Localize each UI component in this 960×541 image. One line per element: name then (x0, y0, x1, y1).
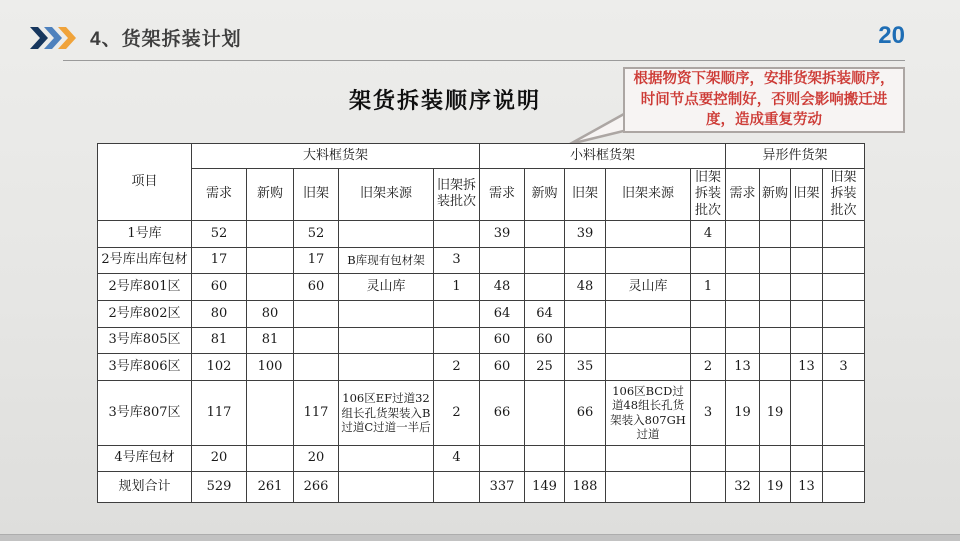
table-cell (606, 220, 691, 247)
col-header: 旧架来源 (339, 169, 434, 221)
col-header: 新购 (760, 169, 791, 221)
table-cell (691, 300, 726, 327)
table-subheader-row (98, 169, 865, 221)
table-cell (434, 300, 480, 327)
table-cell (791, 247, 823, 273)
table-cell: 64 (480, 300, 525, 327)
col-header: 需求 (192, 169, 247, 221)
table-cell: 20 (192, 445, 247, 471)
table-cell: 3 (434, 247, 480, 273)
table-cell (726, 327, 760, 353)
row-label: 2号库出库包材 (98, 247, 192, 273)
row-label: 2号库802区 (98, 300, 192, 327)
section-title: 4、货架拆装计划 (90, 29, 242, 50)
group-header-irregular: 异形件货架 (726, 144, 865, 169)
table-cell (339, 300, 434, 327)
table-cell (823, 247, 865, 273)
table-cell (247, 273, 294, 300)
table-row (98, 273, 865, 300)
col-header: 旧架拆装批次 (434, 169, 480, 221)
table-cell (606, 445, 691, 471)
table-cell: 106区EF过道32组长孔货架装入B过道C过道一半后 (339, 380, 434, 445)
group-header-large: 大料框货架 (192, 144, 480, 169)
table-cell (294, 300, 339, 327)
table-cell: 2 (434, 380, 480, 445)
table-cell: 13 (791, 353, 823, 380)
table-cell (760, 220, 791, 247)
table-cell: 17 (294, 247, 339, 273)
table-cell: 19 (760, 471, 791, 502)
col-header: 需求 (726, 169, 760, 221)
table-cell: 188 (565, 471, 606, 502)
table-cell (525, 445, 565, 471)
callout-text: 根据物资下架顺序，安排货架拆装顺序，时间节点要控制好，否则会影响搬迁进度，造成重复劳动 (633, 70, 895, 129)
table-cell (726, 220, 760, 247)
table-cell: 13 (726, 353, 760, 380)
table-cell (823, 300, 865, 327)
table-cell: 81 (192, 327, 247, 353)
table-cell: 60 (480, 353, 525, 380)
table-cell (565, 300, 606, 327)
table-cell (791, 300, 823, 327)
table-cell (606, 247, 691, 273)
table-cell (434, 327, 480, 353)
table-cell (480, 445, 525, 471)
table-cell: 60 (294, 273, 339, 300)
table-cell (691, 247, 726, 273)
table-cell (294, 327, 339, 353)
table-cell (525, 273, 565, 300)
table-cell: 60 (480, 327, 525, 353)
table-cell: 52 (192, 220, 247, 247)
group-header-small: 小料框货架 (480, 144, 726, 169)
table-cell (791, 380, 823, 445)
table-cell (691, 327, 726, 353)
table-cell (247, 220, 294, 247)
table-cell (434, 220, 480, 247)
table-cell (525, 247, 565, 273)
table-cell (606, 471, 691, 502)
table-cell (525, 220, 565, 247)
table-cell (339, 445, 434, 471)
table-cell (823, 471, 865, 502)
table-cell: 66 (565, 380, 606, 445)
table-row (98, 445, 865, 471)
col-header: 新购 (247, 169, 294, 221)
table-cell (339, 327, 434, 353)
table-cell: 4 (691, 220, 726, 247)
table-row (98, 220, 865, 247)
table-cell (247, 247, 294, 273)
table-cell (606, 327, 691, 353)
table-cell: 529 (192, 471, 247, 502)
table-cell (480, 247, 525, 273)
row-label: 规划合计 (98, 471, 192, 502)
col-header: 旧架 (791, 169, 823, 221)
table-cell: 64 (525, 300, 565, 327)
table-cell: 13 (791, 471, 823, 502)
col-header: 旧架 (294, 169, 339, 221)
col-header: 旧架拆装批次 (823, 169, 865, 221)
table-cell (525, 380, 565, 445)
table-cell (760, 327, 791, 353)
corner-header: 项目 (98, 144, 192, 221)
table-row (98, 327, 865, 353)
table-cell: 1 (434, 273, 480, 300)
table-cell (339, 353, 434, 380)
slide-title: 架货拆装顺序说明 (348, 88, 541, 114)
table-cell: 102 (192, 353, 247, 380)
table-cell: 19 (726, 380, 760, 445)
table-cell: B库现有包材架 (339, 247, 434, 273)
table-cell: 100 (247, 353, 294, 380)
table-row (98, 247, 865, 273)
table-cell: 3 (691, 380, 726, 445)
table-cell: 35 (565, 353, 606, 380)
table-cell: 4 (434, 445, 480, 471)
table-cell: 48 (480, 273, 525, 300)
table-cell (791, 445, 823, 471)
table-cell (726, 247, 760, 273)
table-row (98, 353, 865, 380)
table-cell (760, 247, 791, 273)
table-cell: 60 (192, 273, 247, 300)
table-cell: 1 (691, 273, 726, 300)
table-group-header-row (98, 144, 865, 169)
table-cell (823, 273, 865, 300)
table-cell: 灵山库 (606, 273, 691, 300)
table-cell: 60 (525, 327, 565, 353)
table-cell: 106区BCD过道48组长孔货架装入807GH过道 (606, 380, 691, 445)
table-cell (247, 445, 294, 471)
table-cell (760, 300, 791, 327)
table-body (98, 220, 865, 502)
table-cell: 2 (434, 353, 480, 380)
row-label: 1号库 (98, 220, 192, 247)
table-cell: 266 (294, 471, 339, 502)
table-cell: 80 (247, 300, 294, 327)
table-cell: 17 (192, 247, 247, 273)
col-header: 旧架拆装批次 (691, 169, 726, 221)
table-cell (760, 273, 791, 300)
row-label: 3号库806区 (98, 353, 192, 380)
table-cell (565, 327, 606, 353)
table-cell (339, 220, 434, 247)
table-cell (691, 471, 726, 502)
table-cell: 2 (691, 353, 726, 380)
table-cell (565, 247, 606, 273)
triple-chevron-icon (30, 27, 82, 49)
table-cell (791, 220, 823, 247)
table-cell (823, 380, 865, 445)
table-cell: 117 (294, 380, 339, 445)
table-cell (791, 273, 823, 300)
table-cell (823, 445, 865, 471)
row-label: 2号库801区 (98, 273, 192, 300)
table-cell (606, 300, 691, 327)
table-cell: 39 (480, 220, 525, 247)
table-row (98, 300, 865, 327)
table-cell: 39 (565, 220, 606, 247)
table-cell (294, 353, 339, 380)
table-cell (565, 445, 606, 471)
table-cell (726, 273, 760, 300)
table-cell (823, 220, 865, 247)
table-cell: 25 (525, 353, 565, 380)
table-row (98, 471, 865, 502)
table-cell: 117 (192, 380, 247, 445)
table-cell: 81 (247, 327, 294, 353)
table-cell: 3 (823, 353, 865, 380)
table-cell (791, 327, 823, 353)
table-cell (339, 471, 434, 502)
table-cell (691, 445, 726, 471)
col-header: 旧架来源 (606, 169, 691, 221)
table-cell: 261 (247, 471, 294, 502)
table-cell: 19 (760, 380, 791, 445)
col-header: 需求 (480, 169, 525, 221)
callout-note (623, 67, 905, 133)
table-cell (726, 445, 760, 471)
slide-bottom-edge (0, 534, 960, 541)
table-cell (726, 300, 760, 327)
table-cell (823, 327, 865, 353)
header-divider (63, 60, 905, 61)
table-cell: 80 (192, 300, 247, 327)
row-label: 4号库包材 (98, 445, 192, 471)
col-header: 旧架 (565, 169, 606, 221)
table-cell: 337 (480, 471, 525, 502)
page-number: 20 (878, 22, 905, 49)
table-cell (760, 353, 791, 380)
table-cell: 52 (294, 220, 339, 247)
row-label: 3号库805区 (98, 327, 192, 353)
shelf-plan-table (97, 143, 865, 503)
table-cell: 149 (525, 471, 565, 502)
row-label: 3号库807区 (98, 380, 192, 445)
col-header: 新购 (525, 169, 565, 221)
table-cell: 66 (480, 380, 525, 445)
table-cell (760, 445, 791, 471)
table-cell: 32 (726, 471, 760, 502)
table-cell (606, 353, 691, 380)
table-row (98, 380, 865, 445)
table-cell (434, 471, 480, 502)
table-cell (247, 380, 294, 445)
table-cell: 灵山库 (339, 273, 434, 300)
table-cell: 48 (565, 273, 606, 300)
table-cell: 20 (294, 445, 339, 471)
